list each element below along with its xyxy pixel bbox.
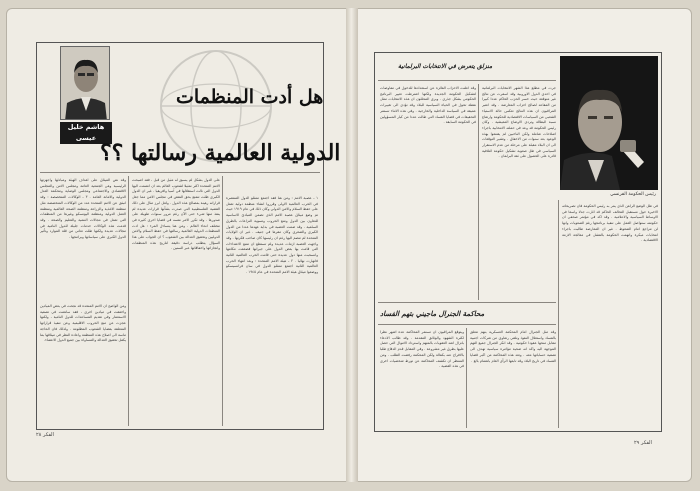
author-byline: هاشم خليل عيسى [60, 122, 112, 144]
left-col-left-bottom: ومن الواضح ان الامم المتحدة قد نجحت في بعض الميادين واخفقت في ميادين اخرى ، فقد ساهمت في تصفية الاستعمار وفي تقديم المساعدات للدول النامية ، ولكنها عجزت عن منع الحروب الاقليمية وعن تنفيذ قراراتها المتعلقة بقضايا الشعوب المظلومة . ولذلك فان الحاجة ماسة الى اصلاح هذه المنظمة واعادة النظر في ميثاقها بما يكفل تحقيق العدالة والمساواة بين جميع الدول الاعضاء. [40, 304, 126, 343]
book-gutter [346, 8, 358, 482]
left-col-rule-1 [222, 176, 223, 426]
right-col-rule-1 [478, 84, 479, 300]
right-col-b: وقد اعلنت الاحزاب الفائزة عن استعدادها للدخول في مفاوضات لتشكيل الحكومة الجديدة ولكنها اشترطت تغيير البرنامج الحكومي بشكل جذري . ويرى المحللون ان هذه الانتخابات تمثل نقطة تحول في الحياة السياسية للبلاد وقد تؤدي الى تغييرات عميقة في السياسة الداخلية والخارجية . وفي هذه الاثناء تستمر التحقيقات في قضايا الفساد التي طالت عددا من كبار المسؤولين في الحكومة السابقة . [380, 86, 476, 125]
right-col-c: في ظل الوضع الراهن الذي يمر به رئيس الحكومة فان تصريحاته الاخيرة حول مستقبل التحالف الحاكم قد اثارت جدلا واسعا في الاوساط السياسية والاعلامية . وقد اكد في مؤتمر صحفي ان حكومته ستواصل العمل على تنفيذ برنامجها رغم الصعوبات وانها لن تتراجع امام الضغوط . غير ان المعارضة طالبت باجراء انتخابات مبكرة واتهمت الحكومة بالفشل في معالجة الازمة الاقتصادية . [562, 204, 658, 243]
photo-caption: رئيس الحكومة الفرنسي [610, 192, 656, 197]
subhead-rule-top [378, 302, 556, 303]
right-col-rule-3 [466, 328, 467, 428]
subhead-rule-bottom [378, 324, 556, 325]
politician-photo [560, 56, 658, 190]
left-col-rule-2 [128, 176, 129, 426]
headline-divider [40, 172, 320, 173]
right-col-a: جرت في مطلع هذا الشهر الانتخابات البرلمانية في احدى الدول الاوروبية وقد اسفرت عن نتائج غير متوقعة حيث خسر الحزب الحاكم عددا كبيرا من المقاعد لصالح احزاب المعارضة . وقد اعتبر المراقبون ان هذه النتائج تعكس حالة الاستياء الشعبي من السياسات الاقتصادية للحكومة وارتفاع نسبة البطالة وتردي الاوضاع المعيشية . وكان رئيس الحكومة قد وعد في حملته الانتخابية باجراء اصلاحات شاملة ولكن الناخبين لم يقتنعوا بهذه الوعود بعد سنوات من الاخفاق . وتشير التوقعات الى ان البلاد مقبلة على مرحلة من عدم الاستقرار السياسي في ظل صعوبة تشكيل حكومة ائتلافية قادرة على الحصول على ثقة البرلمان . [482, 86, 556, 159]
left-col-left: وقد نص الميثاق على اهداف الهيئة ومبادئها واجهزتها الرئيسية وهي الجمعية العامة ومجلس الامن والمجلس الاقتصادي والاجتماعي ومجلس الوصاية ومحكمة العدل الدولية والامانة العامة . ٣ ـ الوكالات المتخصصة : وقد انبثق عن الامم المتحدة عدد من الوكالات المتخصصة مثل منظمة الاغذية والزراعة ومنظمة الصحة العالمية ومنظمة العمل الدولية ومنظمة اليونسكو وغيرها من المنظمات التي تعمل في مجالات التنمية والتعليم والصحة . وقد قدمت هذه الوكالات خدمات جليلة للدول النامية في مجالات عديدة ولكنها ظلت تعاني من قلة الموارد وتأثير الدول الكبرى على سياساتها وبرامجها . [40, 178, 126, 240]
right-header-caption: منزلق يتعرض في الانتخابات البرلمانية [398, 63, 493, 70]
right-subheadline: محاكمة الجنرال ماجيني بتهم الفساد [380, 310, 485, 318]
left-col-right: ١ ـ عصبة الامم : ومن هنا فقد اجتمع ممثلو الدول المنتصرة في الحرب العالمية الاولى وقرروا انشاء منظمة دولية تعمل على حفظ السلام والامن الدولي وكان ذلك في عام ١٩١٩ حيث تم وضع ميثاق عصبة الامم الذي تضمن المبادئ الاساسية للتعاون بين الدول ومنع الحروب وتسوية النزاعات بالطرق السلمية . وقد ضمت العصبة في بداية عهدها عددا من الدول الكبرى والصغرى وكان مقرها في جنيف . غير ان الولايات المتحدة لم تنضم اليها رغم ان رئيسها كان صاحب فكرتها . وقد واجهت العصبة ازمات عديدة ولم تستطع ان تمنع الاعتداءات التي قامت بها بعض الدول على جيرانها فضعفت مكانتها وانسحبت منها دول عديدة حتى قامت الحرب العالمية الثانية فانهارت نهائيا . ٢ ـ هيئة الامم المتحدة : وبعد انتهاء الحرب العالمية الثانية اجتمع ممثلو الدول في سان فرانسيسكو ووضعوا ميثاق هيئة الامم المتحدة في عام ١٩٤٥ . [226, 196, 318, 275]
headline-line-1: هل أدت المنظمات [176, 86, 324, 108]
right-page-number: الفكر ٢٩ [634, 440, 652, 446]
right-col-e: ويتوقع المراقبون ان تستمر المحاكمة عدة اشهر نظرا لكثرة الشهود والوثائق المقدمة . وقد طالب الادعاء بانزال اشد العقوبات بالمتهم واسترداد الاموال التي حصل عليها بطرق غير مشروعة . وفي المقابل قدم الدفاع طلبا بالافراج عنه بكفالة ولكن المحكمة رفضت الطلب . ومن المنتظر ان تكشف المحاكمة عن تورط شخصيات اخرى في هذه القضية . [380, 330, 464, 369]
left-col-middle: على الدول بشكل لم يسبق له مثيل من قبل ، فقد اصبحت الامم المتحدة اكثر تمثيلا لشعوب العالم بعد ان انضمت اليها الدول التي نالت استقلالها في آسيا وافريقيا . غير ان الدول الكبرى ظلت تتمتع بحق النقض في مجلس الامن مما جعل قراراته رهينة بمصالح هذه الدول . ولعل ابرز مثال على ذلك القضية الفلسطينية التي صدرت بشأنها قرارات عديدة لم ينفذ منها شيء حتى الآن رغم مرور سنوات طويلة على صدورها . وقد تكرر الامر نفسه في قضايا اخرى كثيرة في مختلف انحاء العالم . ومن هنا يتساءل المرء : هل ادت المنظمات الدولية العالمية رسالتها في حفظ السلام والامن الدوليين وتحقيق العدالة بين الشعوب ؟ ان الجواب على هذا السؤال يتطلب دراسة دقيقة لتاريخ هذه المنظمات وانجازاتها واخفاقاتها عبر السنين . [132, 178, 220, 251]
headline-line-2: الدولية العالمية رسالتها ؟؟ [100, 140, 341, 166]
author-portrait [60, 46, 110, 120]
left-page-number: الفكر ٢٨ [36, 432, 54, 438]
right-col-d: وقد مثل الجنرال امام المحكمة العسكرية بتهم تتعلق بالفساد واستغلال النفوذ وتلقي رشاوى من شركات اجنبية مقابل منحها عقودا حكومية . وقد انكر الجنرال جميع التهم الموجهة اليه واكد انه ضحية مؤامرة سياسية تهدف الى تصفية حساباتها معه . وتعد هذه المحاكمة من اكبر قضايا الفساد في تاريخ البلاد وقد تابعها الرأي العام باهتمام بالغ . [470, 330, 556, 363]
right-header-rule [378, 80, 556, 81]
right-col-rule-2 [558, 200, 559, 428]
